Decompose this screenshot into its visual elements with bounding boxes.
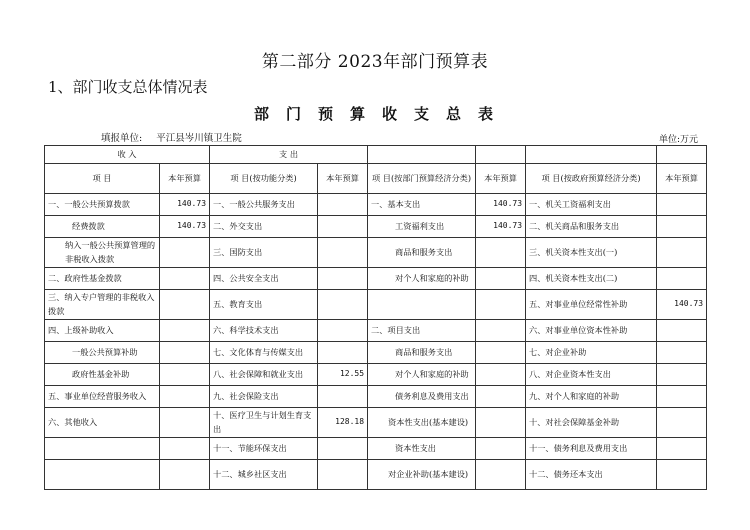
func-value xyxy=(318,460,368,490)
gov-item: 十二、债务还本支出 xyxy=(526,460,657,490)
table-row xyxy=(45,364,707,386)
gov-item: 二、机关商品和服务支出 xyxy=(526,216,657,238)
func-value xyxy=(318,438,368,460)
gov-econ-header: 项 目(按政府预算经济分类) xyxy=(526,164,657,194)
func-item: 十、医疗卫生与计划生育支出 xyxy=(210,408,318,438)
income-header: 收 入 xyxy=(45,146,210,164)
dept-value xyxy=(476,342,526,364)
table-row xyxy=(45,438,707,460)
income-value xyxy=(160,320,210,342)
header-row-group xyxy=(45,146,707,164)
income-item: 五、事业单位经营服务收入 xyxy=(45,386,160,408)
gov-value xyxy=(657,438,707,460)
func-value xyxy=(318,320,368,342)
gov-item: 三、机关资本性支出(一) xyxy=(526,238,657,268)
income-value: 140.73 xyxy=(160,194,210,216)
dept-item: 商品和服务支出 xyxy=(368,342,476,364)
table-row xyxy=(45,216,707,238)
income-value xyxy=(160,342,210,364)
dept-item: 商品和服务支出 xyxy=(368,238,476,268)
income-value xyxy=(160,460,210,490)
dept-value xyxy=(476,268,526,290)
expense-header: 支 出 xyxy=(210,146,368,164)
blank-cell xyxy=(657,146,707,164)
func-value: 12.55 xyxy=(318,364,368,386)
income-item: 四、上级补助收入 xyxy=(45,320,160,342)
income-item: 二、政府性基金拨款 xyxy=(45,268,160,290)
blank-cell xyxy=(368,146,476,164)
gov-item: 九、对个人和家庭的补助 xyxy=(526,386,657,408)
gov-value xyxy=(657,238,707,268)
table-row xyxy=(45,386,707,408)
header-row-columns xyxy=(45,164,707,194)
dept-value xyxy=(476,408,526,438)
table-row xyxy=(45,238,707,268)
gov-value xyxy=(657,268,707,290)
income-item: 纳入一般公共预算管理的非税收入拨款 xyxy=(45,238,160,268)
income-item: 一、一般公共预算拨款 xyxy=(45,194,160,216)
income-value xyxy=(160,408,210,438)
fill-unit xyxy=(101,130,242,144)
gov-item: 八、对企业资本性支出 xyxy=(526,364,657,386)
gov-value xyxy=(657,342,707,364)
dept-item: 对个人和家庭的补助 xyxy=(368,364,476,386)
func-item: 九、社会保险支出 xyxy=(210,386,318,408)
gov-value xyxy=(657,194,707,216)
gov-item: 十、对社会保障基金补助 xyxy=(526,408,657,438)
func-value xyxy=(318,216,368,238)
func-item: 八、社会保障和就业支出 xyxy=(210,364,318,386)
func-item: 二、外交支出 xyxy=(210,216,318,238)
income-value xyxy=(160,238,210,268)
dept-item: 对个人和家庭的补助 xyxy=(368,268,476,290)
dept-item: 一、基本支出 xyxy=(368,194,476,216)
gov-value xyxy=(657,408,707,438)
unit-label: 单位:万元 xyxy=(658,135,698,145)
func-value xyxy=(318,194,368,216)
func-value xyxy=(318,386,368,408)
income-item: 六、其他收入 xyxy=(45,408,160,438)
budget-header: 本年预算 xyxy=(657,164,707,194)
dept-item: 工资福利支出 xyxy=(368,216,476,238)
dept-value: 140.73 xyxy=(476,194,526,216)
gov-item: 六、对事业单位资本性补助 xyxy=(526,320,657,342)
fill-unit-label: 填报单位: xyxy=(101,133,143,144)
income-value: 140.73 xyxy=(160,216,210,238)
blank-cell xyxy=(526,146,657,164)
gov-value xyxy=(657,320,707,342)
func-value xyxy=(318,268,368,290)
table-row xyxy=(45,342,707,364)
gov-item: 四、机关资本性支出(二) xyxy=(526,268,657,290)
table-row xyxy=(45,268,707,290)
table-title: 部门预算收支总表 xyxy=(253,105,510,123)
income-value xyxy=(160,268,210,290)
dept-value xyxy=(476,460,526,490)
budget-header: 本年预算 xyxy=(160,164,210,194)
func-item: 四、公共安全支出 xyxy=(210,268,318,290)
table-row xyxy=(45,408,707,438)
income-item xyxy=(45,438,160,460)
func-item: 五、教育支出 xyxy=(210,290,318,320)
func-item: 十一、节能环保支出 xyxy=(210,438,318,460)
dept-item: 资本性支出(基本建设) xyxy=(368,408,476,438)
func-value xyxy=(318,290,368,320)
func-item: 七、文化体育与传媒支出 xyxy=(210,342,318,364)
income-value xyxy=(160,364,210,386)
budget-table xyxy=(44,145,707,490)
income-item-header: 项 目 xyxy=(45,164,160,194)
table-row xyxy=(45,460,707,490)
dept-value xyxy=(476,290,526,320)
dept-value xyxy=(476,364,526,386)
dept-item xyxy=(368,290,476,320)
dept-value xyxy=(476,386,526,408)
gov-item: 五、对事业单位经常性补助 xyxy=(526,290,657,320)
func-item: 三、国防支出 xyxy=(210,238,318,268)
dept-item: 二、项目支出 xyxy=(368,320,476,342)
gov-value: 140.73 xyxy=(657,290,707,320)
dept-item: 资本性支出 xyxy=(368,438,476,460)
fill-unit-value: 平江县岑川镇卫生院 xyxy=(156,133,242,144)
dept-econ-header: 项 目(按部门预算经济分类) xyxy=(368,164,476,194)
gov-value xyxy=(657,364,707,386)
table-row xyxy=(45,194,707,216)
dept-value xyxy=(476,438,526,460)
budget-header: 本年预算 xyxy=(476,164,526,194)
func-value xyxy=(318,238,368,268)
income-item: 经费拨款 xyxy=(45,216,160,238)
func-value: 128.18 xyxy=(318,408,368,438)
func-item: 十二、城乡社区支出 xyxy=(210,460,318,490)
gov-item: 十一、债务利息及费用支出 xyxy=(526,438,657,460)
income-item: 一般公共预算补助 xyxy=(45,342,160,364)
gov-item: 一、机关工资福利支出 xyxy=(526,194,657,216)
income-value xyxy=(160,290,210,320)
section-heading: 1、部门收支总体情况表 xyxy=(48,78,208,96)
func-item-header: 项 目(按功能分类) xyxy=(210,164,318,194)
dept-value: 140.73 xyxy=(476,216,526,238)
gov-value xyxy=(657,460,707,490)
gov-value xyxy=(657,216,707,238)
table-row xyxy=(45,290,707,320)
gov-value xyxy=(657,386,707,408)
document-title: 第二部分 2023年部门预算表 xyxy=(261,52,489,72)
income-value xyxy=(160,438,210,460)
dept-value xyxy=(476,320,526,342)
income-item xyxy=(45,460,160,490)
table-row xyxy=(45,320,707,342)
func-value xyxy=(318,342,368,364)
dept-value xyxy=(476,238,526,268)
func-item: 六、科学技术支出 xyxy=(210,320,318,342)
income-item: 三、纳入专户管理的非税收入拨款 xyxy=(45,290,160,320)
dept-item: 债务利息及费用支出 xyxy=(368,386,476,408)
dept-item: 对企业补助(基本建设) xyxy=(368,460,476,490)
blank-cell xyxy=(476,146,526,164)
gov-item: 七、对企业补助 xyxy=(526,342,657,364)
income-item: 政府性基金补助 xyxy=(45,364,160,386)
budget-header: 本年预算 xyxy=(318,164,368,194)
func-item: 一、一般公共服务支出 xyxy=(210,194,318,216)
income-value xyxy=(160,386,210,408)
